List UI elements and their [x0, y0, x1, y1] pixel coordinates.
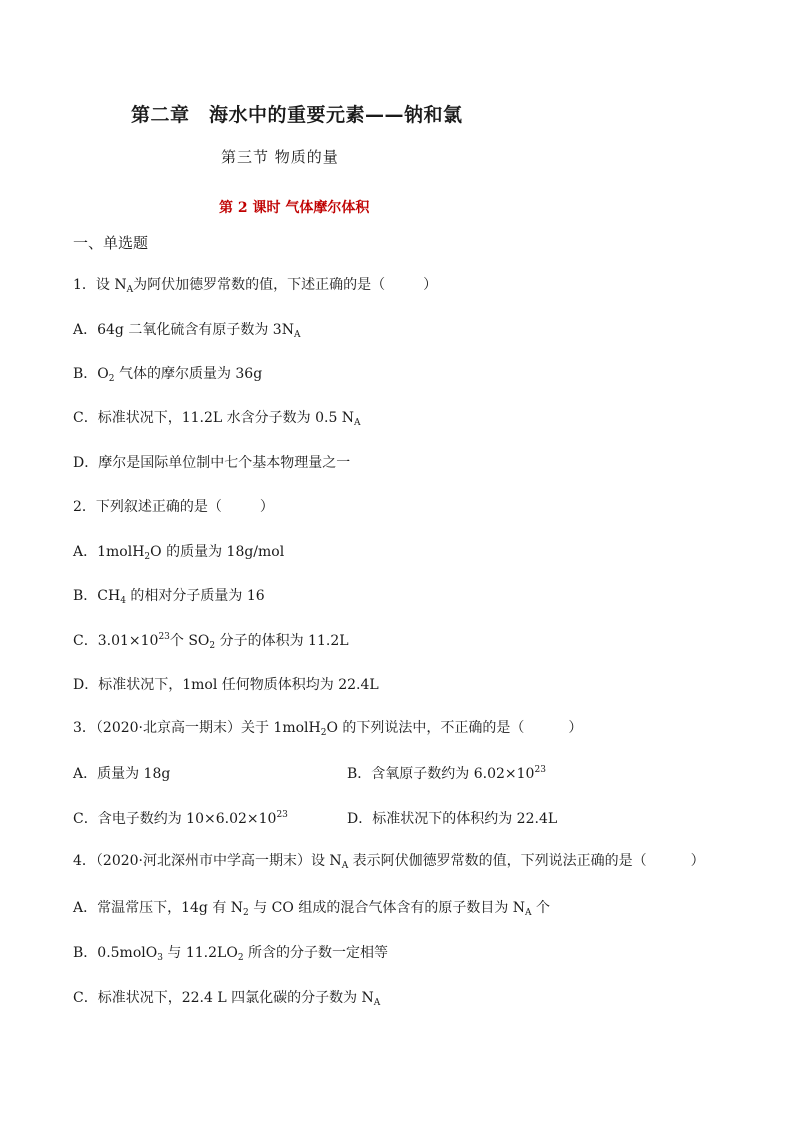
q1-option-b: B．$O_2$ 气体的摩尔质量为 36g [73, 366, 263, 384]
q4-option-c: C．标准状况下，22.4 L 四氯化碳的分子数为 $N_A$ [73, 990, 381, 1008]
q1-option-c: C．标准状况下，11.2L 水含分子数为 0.5 $N_A$ [73, 410, 361, 428]
q4-option-b: B．0.5molO$_3$ 与 $11.2LO_2$ 所含的分子数一定相等 [73, 945, 388, 963]
q2-option-b: B．$CH_4$ 的相对分子质量为 16 [73, 588, 265, 606]
q2-option-c: C．$3.01\times 10^{23}$个 $SO_2$ 分子的体积为 11.2L [73, 632, 349, 651]
q2-option-d: D．标准状况下，1mol 任何物质体积均为 22.4L [73, 677, 379, 693]
q1-stem: 1．设 $N_A$为阿伏加德罗常数的值，下述正确的是（ ） [73, 277, 438, 295]
q4-stem: 4．（2020·河北深州市中学高一期末）设 $N_A$ 表示阿伏伽德罗常数的值，下列说法正确的是（ ） [73, 853, 705, 871]
q1-option-a: A．64g 二氧化硫含有原子数为 $3N_A$ [73, 322, 301, 340]
q3-option-b: B．含氧原子数约为 $6.02\times 10^{23}$ [347, 765, 546, 782]
q3-option-d: D．标准状况下的体积约为 22.4L [347, 811, 558, 827]
q4-option-a: A．常温常压下，14g 有 $N_2$ 与 CO 组成的混合气体含有的原子数目为 $N_A$ 个 [73, 900, 550, 918]
q3-option-c: C．含电子数约为 $10\times 6.02\times 10^{23}$ [73, 810, 288, 827]
q3-stem: 3．（2020·北京高一期末）关于 1molH$_2$O 的下列说法中，不正确的是（ ） [73, 720, 583, 738]
chapter-title: 第二章 海水中的重要元素——钠和氯 [131, 104, 463, 126]
q2-option-a: A．1molH$_2$O 的质量为 18g/mol [73, 544, 285, 562]
part-label: 一、单选题 [73, 234, 149, 252]
q1-option-d: D．摩尔是国际单位制中七个基本物理量之一 [73, 455, 351, 471]
q3-option-a: A．质量为 18g [73, 766, 171, 782]
section-title: 第三节 物质的量 [221, 148, 339, 166]
lesson-title: 第 2 课时 气体摩尔体积 [219, 200, 370, 216]
q2-stem: 2．下列叙述正确的是（ ） [73, 499, 274, 515]
